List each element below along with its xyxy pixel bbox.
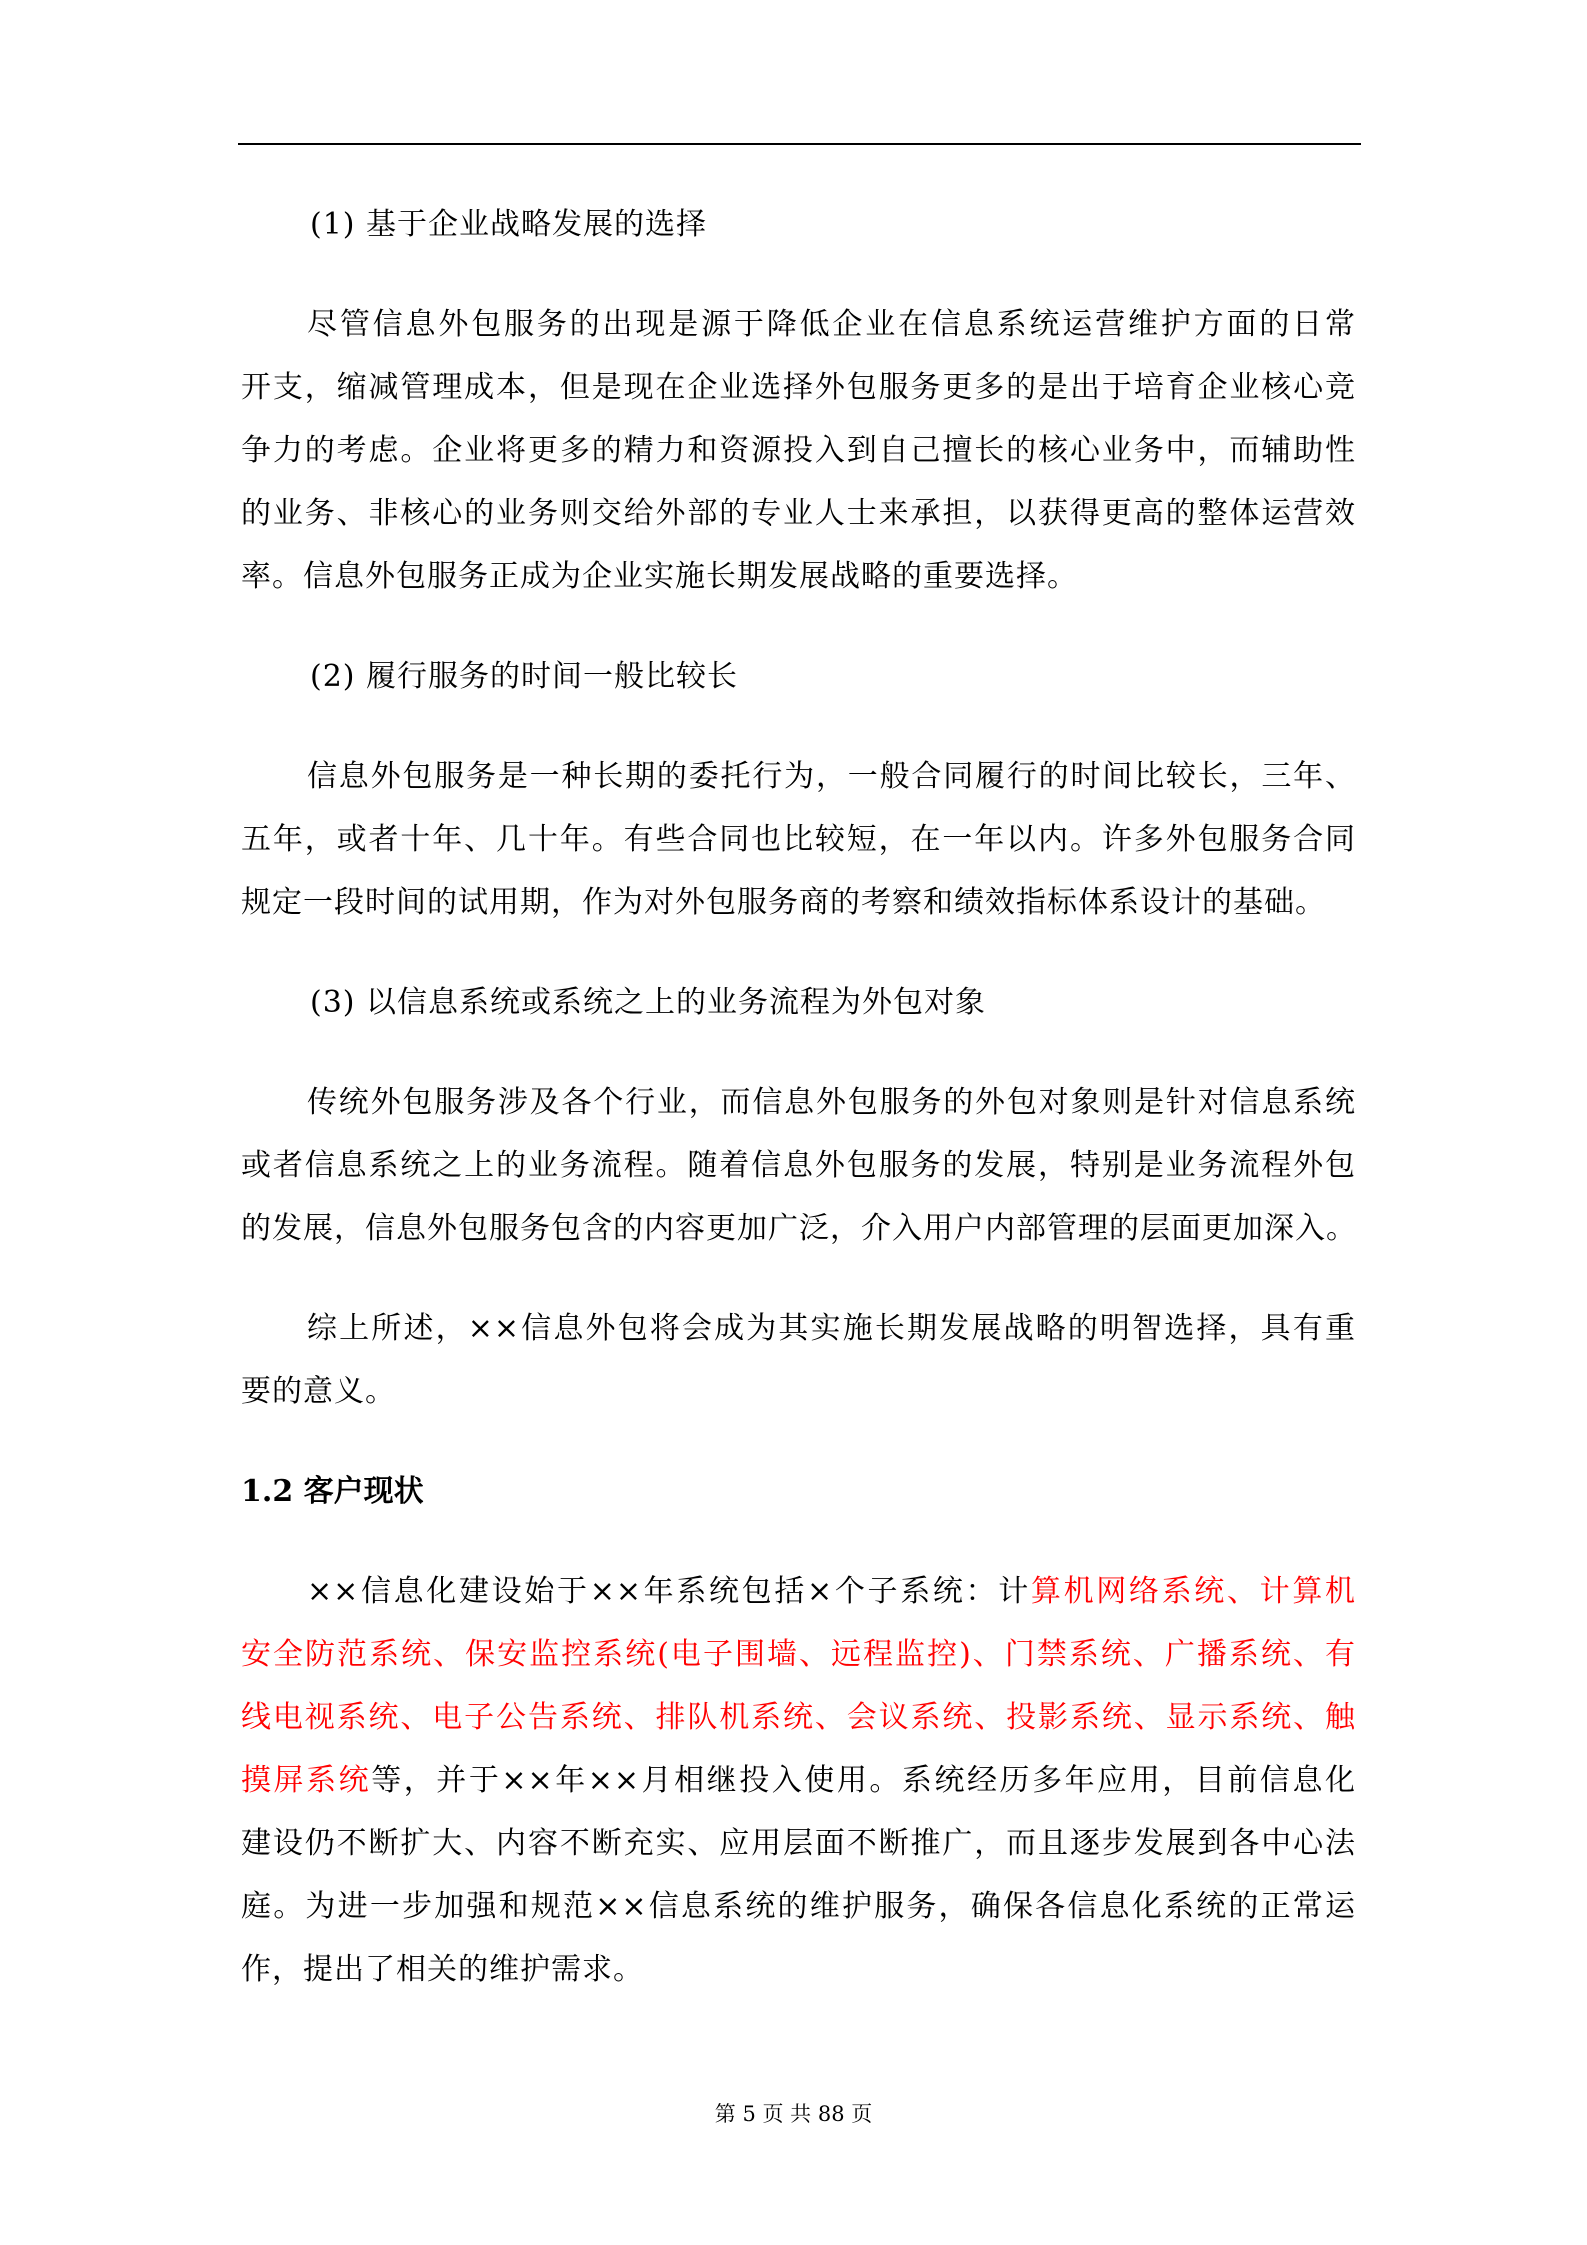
section-heading: 1.2 客户现状 <box>241 1474 424 1509</box>
text-line <box>241 1297 1356 1360</box>
document-body <box>241 193 1356 2038</box>
text-line <box>241 293 1356 356</box>
text-span: 或者信息系统之上的业务流程。随着信息外包服务的发展，特别是业务流程外包 <box>241 1148 1356 1183</box>
paragraph <box>241 1297 1356 1423</box>
text-span: 五年，或者十年、几十年。有些合同也比较短，在一年以内。许多外包服务合同 <box>241 822 1356 857</box>
text-line <box>241 1812 1356 1875</box>
page-footer: 第 5 页 共 88 页 <box>714 2102 873 2126</box>
text-line <box>241 1875 1356 1938</box>
text-line <box>241 1197 1356 1260</box>
text-line <box>241 419 1356 482</box>
highlighted-text: 摸屏系统 <box>241 1763 372 1798</box>
text-line <box>241 871 1356 934</box>
highlighted-text: 算机网络系统、计算机 <box>1030 1574 1356 1609</box>
text-span: 开支，缩减管理成本，但是现在企业选择外包服务更多的是出于培育企业核心竞 <box>241 370 1356 405</box>
text-span: 等，并于××年××月相继投入使用。系统经历多年应用，目前信息化 <box>371 1763 1357 1798</box>
text-span: 尽管信息外包服务的出现是源于降低企业在信息系统运营维护方面的日常 <box>307 307 1356 342</box>
text-line <box>241 1623 1356 1686</box>
subheading: (2) 履行服务的时间一般比较长 <box>310 659 739 694</box>
text-line <box>241 356 1356 419</box>
text-span: 率。信息外包服务正成为企业实施长期发展战略的重要选择。 <box>241 559 1078 594</box>
paragraph <box>241 1560 1356 2001</box>
text-span: 建设仍不断扩大、内容不断充实、应用层面不断推广，而且逐步发展到各中心法 <box>241 1826 1356 1861</box>
text-line <box>241 1938 1356 2001</box>
text-span: 要的意义。 <box>241 1374 396 1409</box>
text-line <box>241 1134 1356 1197</box>
highlighted-text: 线电视系统、电子公告系统、排队机系统、会议系统、投影系统、显示系统、触 <box>241 1700 1356 1735</box>
paragraph <box>241 745 1356 934</box>
text-line <box>241 808 1356 871</box>
text-span: 规定一段时间的试用期，作为对外包服务商的考察和绩效指标体系设计的基础。 <box>241 885 1326 920</box>
text-span: 传统外包服务涉及各个行业，而信息外包服务的外包对象则是针对信息系统 <box>307 1085 1356 1120</box>
subheading: (3) 以信息系统或系统之上的业务流程为外包对象 <box>310 985 987 1020</box>
subheading: (1) 基于企业战略发展的选择 <box>310 207 708 242</box>
text-span: 信息外包服务是一种长期的委托行为，一般合同履行的时间比较长，三年、 <box>307 759 1356 794</box>
text-span: ××信息化建设始于××年系统包括×个子系统：计 <box>307 1574 1031 1609</box>
text-line <box>241 1686 1356 1749</box>
paragraph <box>241 1071 1356 1260</box>
text-line <box>241 1071 1356 1134</box>
text-span: 综上所述，××信息外包将会成为其实施长期发展战略的明智选择，具有重 <box>307 1311 1356 1346</box>
text-line <box>241 745 1356 808</box>
text-span: 争力的考虑。企业将更多的精力和资源投入到自己擅长的核心业务中，而辅助性 <box>241 433 1356 468</box>
highlighted-text: 安全防范系统、保安监控系统(电子围墙、远程监控)、门禁系统、广播系统、有 <box>241 1637 1356 1672</box>
text-line <box>241 545 1356 608</box>
text-span: 作，提出了相关的维护需求。 <box>241 1952 644 1987</box>
text-line <box>241 1360 1356 1423</box>
text-span: 庭。为进一步加强和规范××信息系统的维护服务，确保各信息化系统的正常运 <box>241 1889 1356 1924</box>
text-span: 的发展，信息外包服务包含的内容更加广泛，介入用户内部管理的层面更加深入。 <box>241 1211 1357 1246</box>
paragraph <box>241 293 1356 608</box>
header-rule <box>238 143 1361 145</box>
text-line <box>241 482 1356 545</box>
text-line <box>241 1560 1356 1623</box>
text-span: 的业务、非核心的业务则交给外部的专业人士来承担，以获得更高的整体运营效 <box>241 496 1356 531</box>
text-line <box>241 1749 1356 1812</box>
